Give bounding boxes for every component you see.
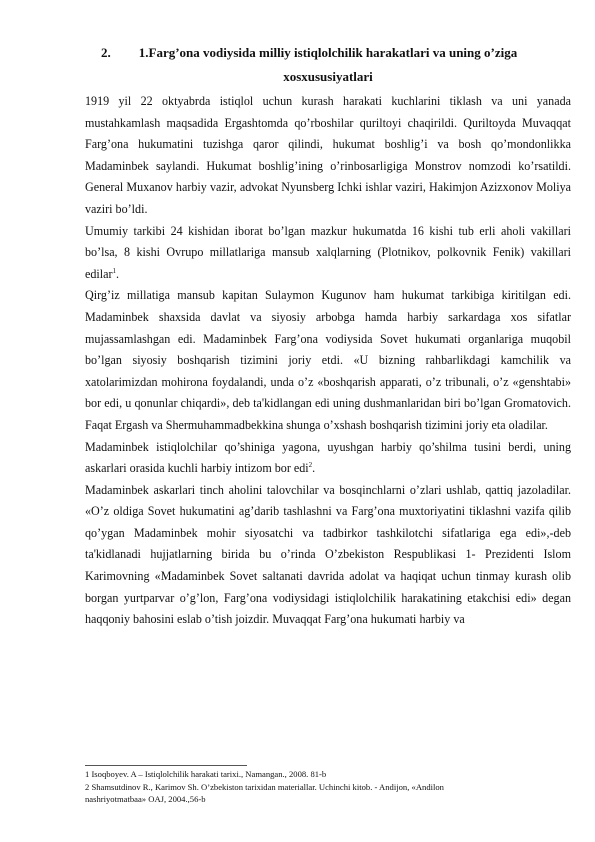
paragraph-1: 1919 yil 22 oktyabrda istiqlol uchun kurash harakati kuchlarini tiklash va uni yanada mustahkamlash maqsadida Ergashtomda qo’rboshilar quriltoyi chaqirildi. Quriltoyda Muvaqqat Farg’ona hukumatini tuzishga qaror qilindi, hukumat boshlig’i va bosh qo’mondonlikka Madaminbek saylandi. Hukumat boshlig’ining o’rinbosarligiga Monstrov nomzodi ko’rsatildi. General Muxanov harbiy vazir, advokat Nyunsberg Ichki ishlar vaziri, Hakimjon Azizxonov Moliya vaziri bo’ldi. — [85, 94, 571, 216]
footnote-ref-2: 2 — [308, 461, 313, 470]
paragraph-3: Qirg’iz millatiga mansub kapitan Sulaymon Kugunov ham hukumat tarkibiga kiritilgan edi. Madaminbek shaxsida davlat va siyosiy arbobga hamda harbiy sarkardaga xos sifatlar mujassamlashgan edi. Madaminbek Farg’ona vodiysida Sovet hukumati organlariga muqobil bo’lgan siyosiy boshqarish tizimini joriy etdi. «U bizning rahbarlikdagi kamchilik va xatolarimizdan mohirona foydalandi, unda o’z «boshqarish apparati, o’z tribunali, o’z «genshtabi» bor edi, u qonunlar chiqardi», deb ta'kidlangan edi uning dushmanlaridan biri bo’lgan Gromatovich. Faqat Ergash va Shermuhammadbekkina shunga o’xshash boshqarish tizimini joriy eta oladilar. — [85, 288, 571, 432]
paragraph-4-text: Madaminbek istiqlolchilar qo’shiniga yagona, uyushgan harbiy qo’shilma tusini berdi, uning askarlari orasida kuchli harbiy intizom bor edi — [85, 439, 571, 476]
paragraph-2: Umumiy tarkibi 24 kishidan iborat bo’lgan mazkur hukumatda 16 kishi tub erli aholi vakillari bo’lsa, 8 kishi Ovrupo millatlariga mansub xalqlarning (Plotnikov, polkovnik Fenik) vakillari edilar$^1$. — [85, 223, 571, 281]
footnote-divider — [85, 765, 247, 766]
paragraph-5: Madaminbek askarlari tinch aholini talovchilar va bosqinchlarni o’zlari ushlab, qattiq jazoladilar. «O’z oldiga Sovet hukumatini ag’darib tashlashni va Farg’ona muxtoriyatini tiklashni vazifa qilib qo’ygan Madaminbek mohir siyosatchi va tadbirkor tashkilotchi sifatlariga ega edi»,-deb ta'kidlanadi hujjatlarning birida bu o’rinda O’zbekiston Respublikasi 1- Prezidenti Islom Karimovning «Madaminbek Sovet saltanati davrida adolat va haqiqat uchun tinmay kurash olib borgan yurtparvar o’g’lon, Farg’ona vodiysidagi istiqlolchilik harakatining etakchisi edi» degan haqqoniy bahosini eslab o’tish joizdir. Muvaqqat Farg’ona hukumati harbiy va — [85, 482, 571, 627]
section-title-line-1: 1.Farg’ona vodiysida milliy istiqlolchilik harakatlari va uning o’ziga — [138, 45, 518, 60]
paragraph-2-text: Umumiy tarkibi 24 kishidan iborat bo’lgan mazkur hukumatda 16 kishi tub erli aholi vakillari bo’lsa, 8 kishi Ovrupo millatlariga mansub xalqlarning (Plotnikov, polkovnik Fenik) vakillari edilar — [85, 223, 571, 281]
footnote-2: 2 Shamsutdinov R., Karimov Sh. O’zbekiston tarixidan materiallar. Uchinchi kitob. - Andijon, «Andilon — [85, 781, 444, 792]
section-heading — [85, 41, 571, 89]
footnote-1: 1 Isoqboyev. A – Istiqlolchilik harakati tarixi., Namangan., 2008. 81-b — [85, 769, 327, 779]
section-title-line-2: xosxususiyatlari — [283, 69, 373, 84]
section-number: 2. — [101, 45, 111, 60]
paragraph-4: Madaminbek istiqlolchilar qo’shiniga yagona, uyushgan harbiy qo’shilma tusini berdi, uning askarlari orasida kuchli harbiy intizom bor edi$^2$. — [85, 439, 571, 476]
footnote-ref-1: 1 — [112, 266, 117, 275]
body-text — [85, 91, 571, 631]
footnote-2-continued: nashriyotmatbaa» OAJ, 2004.,56-b — [85, 794, 206, 805]
footnotes — [85, 768, 571, 806]
